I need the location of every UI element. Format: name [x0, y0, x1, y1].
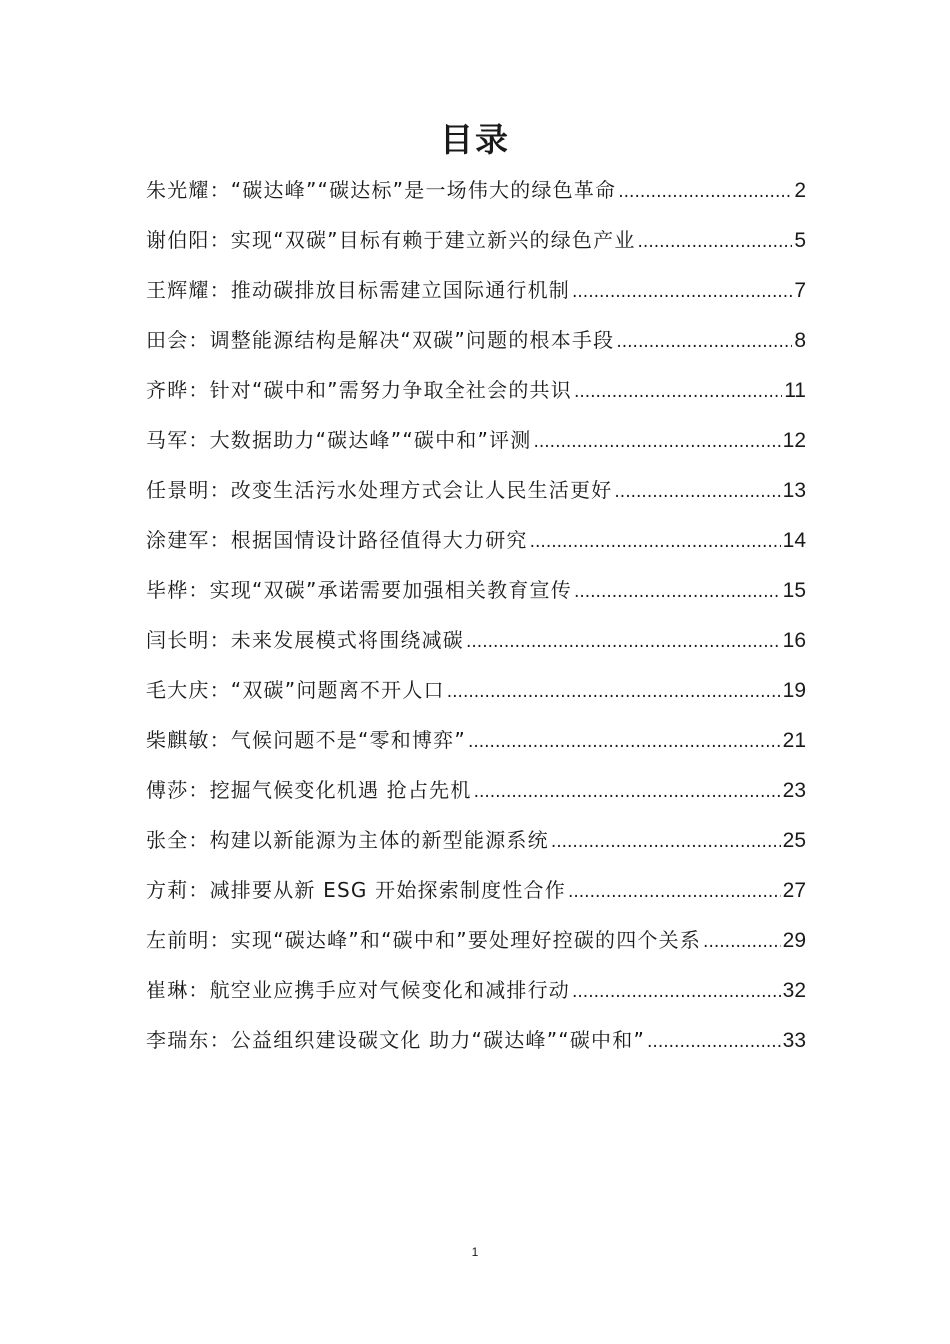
toc-entry-page: 14 — [782, 529, 806, 552]
toc-entry-page: 12 — [782, 429, 806, 452]
toc-leader-dots — [572, 972, 781, 1012]
toc-entry-page: 32 — [782, 979, 806, 1002]
toc-entry-title: 毕桦：实现“双碳”承诺需要加强相关教育宣传 — [146, 578, 572, 602]
toc-entry-page: 8 — [794, 329, 806, 352]
toc-entry-page: 27 — [782, 879, 806, 902]
toc-entry[interactable] — [146, 520, 806, 570]
toc-entry-title: 闫长明：未来发展模式将围绕减碳 — [146, 628, 464, 652]
page-number: 1 — [471, 1245, 479, 1259]
toc-entry-page: 15 — [782, 579, 806, 602]
toc-entry[interactable] — [146, 170, 806, 220]
toc-leader-dots — [447, 672, 781, 712]
toc-entry-page: 25 — [782, 829, 806, 852]
toc-entry[interactable] — [146, 320, 806, 370]
toc-entry-title: 涂建军：根据国情设计路径值得大力研究 — [146, 528, 528, 552]
toc-entry[interactable] — [146, 420, 806, 470]
toc-leader-dots — [647, 1022, 781, 1062]
toc-entry-title: 毛大庆：“双碳”问题离不开人口 — [146, 678, 445, 702]
toc-entry[interactable] — [146, 370, 806, 420]
toc-entry-page: 16 — [782, 629, 806, 652]
toc-leader-dots — [574, 372, 782, 412]
toc-entry[interactable] — [146, 920, 806, 970]
toc-entry-page: 33 — [782, 1029, 806, 1052]
toc-entry-title: 张全：构建以新能源为主体的新型能源系统 — [146, 828, 549, 852]
toc-entry-title: 王辉耀：推动碳排放目标需建立国际通行机制 — [146, 278, 570, 302]
toc-leader-dots — [551, 822, 781, 862]
toc-entry[interactable] — [146, 870, 806, 920]
toc-entry-title: 方莉：减排要从新 ESG 开始探索制度性合作 — [146, 878, 566, 902]
toc-leader-dots — [474, 772, 781, 812]
toc-leader-dots — [574, 572, 781, 612]
toc-leader-dots — [466, 622, 781, 662]
page-title: 目录 — [440, 120, 510, 159]
toc-leader-dots — [530, 522, 781, 562]
toc-leader-dots — [614, 472, 780, 512]
table-of-contents — [146, 170, 806, 1070]
toc-entry-title: 田会：调整能源结构是解决“双碳”问题的根本手段 — [146, 328, 615, 352]
toc-entry-page: 7 — [794, 279, 806, 302]
toc-entry-title: 任景明：改变生活污水处理方式会让人民生活更好 — [146, 478, 613, 502]
toc-entry-title: 柴麒敏：气候问题不是“零和博弈” — [146, 728, 466, 752]
toc-entry-title: 左前明：实现“碳达峰”和“碳中和”要处理好控碳的四个关系 — [146, 928, 702, 952]
toc-entry-page: 19 — [782, 679, 806, 702]
toc-entry[interactable] — [146, 220, 806, 270]
toc-leader-dots — [533, 422, 780, 462]
toc-leader-dots — [616, 322, 792, 362]
toc-entry-page: 13 — [782, 479, 806, 502]
toc-leader-dots — [618, 172, 792, 212]
toc-entry-page: 5 — [794, 229, 806, 252]
toc-entry[interactable] — [146, 570, 806, 620]
toc-entry[interactable] — [146, 720, 806, 770]
toc-leader-dots — [572, 272, 792, 312]
toc-leader-dots — [703, 922, 781, 962]
toc-entry-page: 21 — [782, 729, 806, 752]
toc-entry-page: 2 — [794, 179, 806, 202]
toc-entry-title: 李瑞东：公益组织建设碳文化 助力“碳达峰”“碳中和” — [146, 1028, 646, 1052]
toc-entry-title: 傅莎：挖掘气候变化机遇 抢占先机 — [146, 778, 472, 802]
toc-entry[interactable] — [146, 620, 806, 670]
toc-leader-dots — [468, 722, 781, 762]
toc-entry[interactable] — [146, 770, 806, 820]
toc-entry[interactable] — [146, 820, 806, 870]
toc-entry-page: 23 — [782, 779, 806, 802]
toc-entry-title: 马军：大数据助力“碳达峰”“碳中和”评测 — [146, 428, 532, 452]
toc-entry-title: 齐晔：针对“碳中和”需努力争取全社会的共识 — [146, 378, 572, 402]
toc-entry[interactable] — [146, 670, 806, 720]
toc-entry-page: 11 — [784, 379, 806, 402]
toc-entry[interactable] — [146, 270, 806, 320]
toc-entry-title: 朱光耀：“碳达峰”“碳达标”是一场伟大的绿色革命 — [146, 178, 617, 202]
toc-entry-title: 崔琳：航空业应携手应对气候变化和减排行动 — [146, 978, 570, 1002]
toc-entry[interactable] — [146, 970, 806, 1020]
toc-leader-dots — [638, 222, 792, 262]
toc-entry-page: 29 — [782, 929, 806, 952]
toc-entry-title: 谢伯阳：实现“双碳”目标有赖于建立新兴的绿色产业 — [146, 228, 636, 252]
toc-entry[interactable] — [146, 1020, 806, 1070]
toc-leader-dots — [568, 872, 781, 912]
toc-entry[interactable] — [146, 470, 806, 520]
